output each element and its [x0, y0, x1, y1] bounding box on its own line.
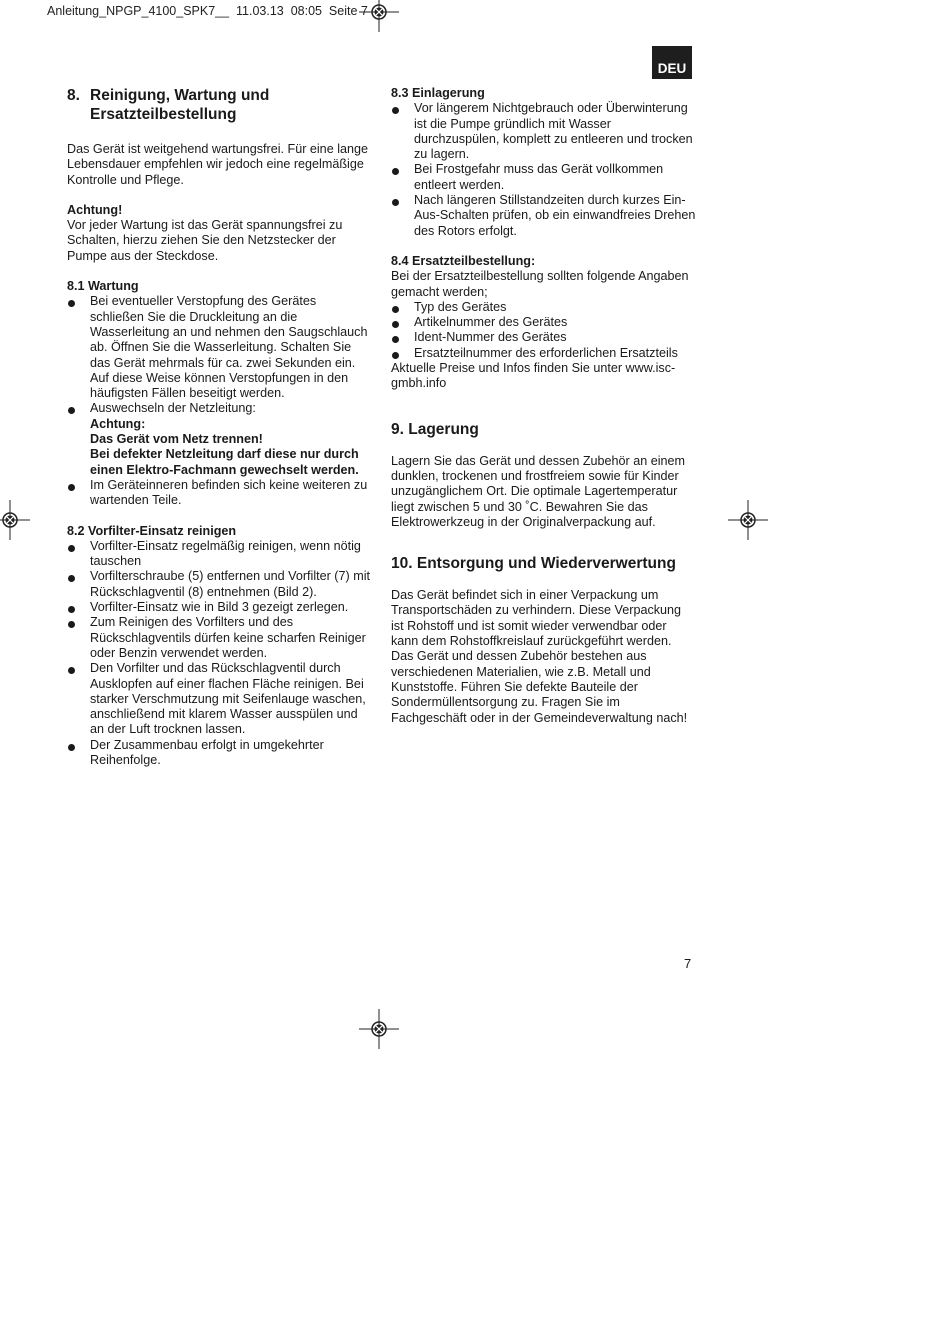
section-8-4-intro: Bei der Ersatzteilbestellung sollten folgende Angaben gemacht werden; [391, 269, 689, 299]
registration-mark-right-icon [728, 500, 768, 540]
section-9-text: Lagern Sie das Gerät und dessen Zubehör an einem dunklen, trockenen und frostfreiem sowie für Kinder unzugänglichem Ort. Die optimale Lagertemperatur liegt zwischen 5 und 30 ˚C. Bewahren Sie das Elektrowerkzeug in der Originalverpackung auf. [391, 453, 686, 529]
section-8-2-list [67, 539, 372, 768]
achtung-label: Achtung! [67, 202, 123, 217]
list-item: Nach längeren Stillstandzeiten durch kurzes Ein-Aus-Schalten prüfen, ob ein einwandfreies Drehen des Rotors erfolgt. [391, 193, 696, 239]
section-8-2-title: 8.2 Vorfilter-Einsatz reinigen [67, 523, 237, 538]
list-item: Vorfilterschraube (5) entfernen und Vorfilter (7) mit Rückschlagventil (8) entnehmen (Bild 2). [67, 569, 372, 600]
registration-mark-left-icon [0, 500, 30, 540]
list-item: Bei eventueller Verstopfung des Gerätes schließen Sie die Druckleitung an die Wasserleitung an und nehmen den Saugschlauch ab. Öffnen Sie die Wasserleitung. Schalten Sie das Gerät mehrmals für ca. zwei Sekunden ein. Auf diese Weise können Verstopfungen in den häufigsten Fällen beseitigt werden. [67, 294, 372, 401]
section-8-4-list [391, 300, 696, 361]
list-item: Zum Reinigen des Vorfilters und des Rückschlagventils dürfen keine scharfen Reiniger oder Benzin verwendet werden. [67, 615, 372, 661]
registration-mark-top-icon [359, 0, 399, 32]
left-column [67, 86, 372, 768]
section-8-3-list [391, 101, 696, 239]
section-8-4-title: 8.4 Ersatzteilbestellung: [391, 253, 536, 268]
list-item: Den Vorfilter und das Rückschlagventil durch Ausklopfen auf einer flachen Fläche reinigen. Bei starker Verschmutzung mit Seifenlauge waschen, anschließend mit klarem Wasser ausspülen und an der Luft trocknen lassen. [67, 661, 372, 737]
section-8-1-list [67, 294, 372, 508]
section-9-title: 9. Lagerung [391, 420, 479, 438]
achtung-text: Vor jeder Wartung ist das Gerät spannungsfrei zu Schalten, hierzu ziehen Sie den Netzstecker der Pumpe aus der Steckdose. [67, 218, 343, 263]
right-column [391, 86, 696, 726]
list-item: Ident-Nummer des Gerätes [391, 330, 696, 345]
list-item: Im Geräteinneren befinden sich keine weiteren zu wartenden Teile. [67, 478, 372, 509]
warning-electrician: Bei defekter Netzleitung darf diese nur durch einen Elektro-Fachmann gewechselt werden. [90, 447, 359, 477]
list-item: Ersatzteilnummer des erforderlichen Ersatzteils [391, 346, 696, 361]
list-item: Der Zusammenbau erfolgt in umgekehrter Reihenfolge. [67, 738, 372, 769]
warning-achtung: Achtung: [90, 416, 146, 431]
section-8-3-title: 8.3 Einlagerung [391, 86, 485, 100]
section-8-1-title: 8.1 Wartung [67, 279, 139, 294]
list-item: Typ des Gerätes [391, 300, 696, 315]
section-8-heading [67, 86, 372, 124]
list-item: Bei Frostgefahr muss das Gerät vollkommen entleert werden. [391, 162, 696, 193]
print-slug: Anleitung_NPGP_4100_SPK7__ 11.03.13 08:05 Seite 7 [47, 4, 368, 18]
list-item: Artikelnummer des Gerätes [391, 315, 696, 330]
section-8-4-outro: Aktuelle Preise und Infos finden Sie unter www.isc-gmbh.info [391, 361, 676, 391]
section-8-intro: Das Gerät ist weitgehend wartungsfrei. Für eine lange Lebensdauer empfehlen wir jedoch eine regelmäßige Kontrolle und Pflege. [67, 142, 369, 187]
section-8-title: Reinigung, Wartung und Ersatzteilbestellung [90, 87, 270, 123]
language-badge: DEU [652, 46, 692, 79]
list-item: Vor längerem Nichtgebrauch oder Überwinterung ist die Pumpe gründlich mit Wasser durchzuspülen, komplett zu entleeren und trocken zu lagern. [391, 101, 696, 162]
page-number: 7 [684, 956, 692, 971]
section-10-text: Das Gerät befindet sich in einer Verpackung um Transportschäden zu verhindern. Diese Verpackung ist Rohstoff und ist somit wieder verwendbar oder kann dem Rohstoffkreislauf zurückgeführt werden. Das Gerät und dessen Zubehör bestehen aus verschiedenen Materialien, wie z.B. Metall und Kunststoffe. Führen Sie defekte Bauteile der Sondermüllentsorgung zu. Fragen Sie im Fachgeschäft oder in der Gemeindeverwaltung nach! [391, 588, 688, 725]
warning-disconnect: Das Gerät vom Netz trennen! [90, 432, 263, 447]
registration-mark-bottom-icon [359, 1009, 399, 1049]
section-10-title: 10. Entsorgung und Wiederverwertung [391, 555, 676, 573]
list-item: Vorfilter-Einsatz wie in Bild 3 gezeigt zerlegen. [67, 600, 372, 615]
section-8-number: 8. [67, 87, 80, 104]
list-item: Auswechseln der Netzleitung: Achtung: Das Gerät vom Netz trennen! Bei defekter Netzleitung darf diese nur durch einen Elektro-Fachmann gewechselt werden. [67, 401, 372, 477]
list-item: Vorfilter-Einsatz regelmäßig reinigen, wenn nötig tauschen [67, 539, 372, 570]
